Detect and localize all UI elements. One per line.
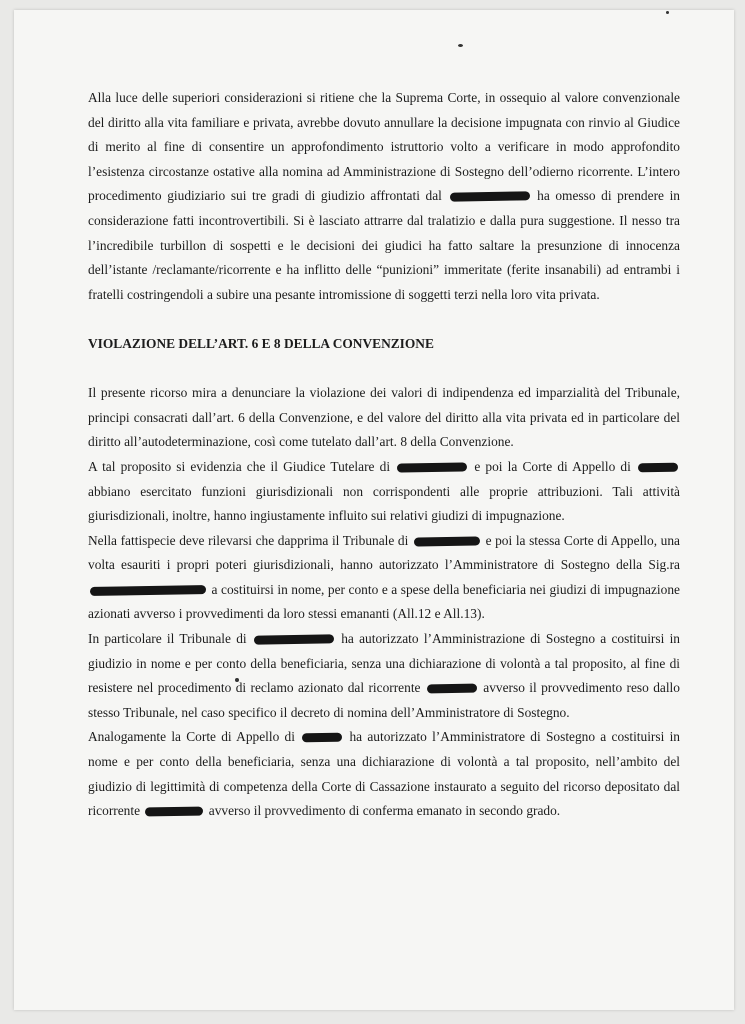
paragraph-text: ha autorizzato l’Amministratore di Sostegno a costituirsi in nome e per conto della beneficiaria, senza una dichiarazione di volontà a tal proposito, nell’ambito del giudizio di legittimità di competenza della Corte di Cassazione instaurato a seguito del ricorso depositato dal ricorrente [88, 729, 680, 819]
redaction-mark [427, 684, 477, 694]
redaction-mark [254, 634, 334, 644]
redaction-mark [449, 192, 529, 202]
paragraph-fattispecie [88, 529, 680, 627]
paragraph-text: ha autorizzato l’Amministrazione di Sostegno a costituirsi in giudizio in nome e per conto della beneficiaria, senza una dichiarazione di volontà a tal proposito, al fine di resistere nel procedimento di reclamo azionato dal ricorrente [88, 631, 680, 696]
paragraph-text: Analogamente la Corte di Appello di [88, 729, 295, 745]
paragraph-text: abbiano esercitato funzioni giurisdizionali non corrispondenti alle proprie attribuzioni. Tali attività giurisdizionali, inoltre, hanno ingiustamente influito sui relativi giudizi di impugnazione. [88, 483, 680, 524]
paragraph-text: a costituirsi in nome, per conto e a spese della beneficiaria nei giudizi di impugnazione azionati avverso i provvedimenti da loro stessi emananti (All.12 e All.13). [88, 581, 680, 622]
scan-speck [666, 11, 669, 14]
paragraph-proposito [88, 455, 680, 529]
paragraph-tribunale [88, 627, 680, 725]
redaction-mark [90, 585, 206, 596]
paragraph-text: avverso il provvedimento di conferma emanato in secondo grado. [208, 803, 561, 819]
paragraph-text: Alla luce delle superiori considerazioni si ritiene che la Suprema Corte, in ossequio al valore convenzionale del diritto alla vita familiare e privata, avrebbe dovuto annullare la decisione impugnata con rinvio al Giudice di merito al fine di consentire un approfondimento istruttorio volto a verificare in modo approfondito l’esistenza circostanze ostative alla nomina ad Amministrazione di Sostegno dell’odierno ricorrente. L’intero procedimento giudiziario sui tre gradi di giudizio affrontati dal [88, 90, 680, 204]
paragraph-text: A tal proposito si evidenzia che il Giudice Tutelare di [88, 458, 391, 474]
scan-speck [458, 44, 463, 47]
paragraph-text: e poi la stessa Corte di Appello, una volta esauriti i propri poteri giurisdizionali, hanno autorizzato l’Amministratore di Sostegno della Sig.ra [88, 532, 680, 573]
paragraph-text: In particolare il Tribunale di [88, 631, 247, 647]
redaction-mark [638, 463, 678, 473]
redaction-mark [414, 536, 480, 546]
paragraph-text: e poi la Corte di Appello di [474, 458, 631, 474]
paragraph-text: avverso il provvedimento reso dallo stesso Tribunale, nel caso specifico il decreto di nomina dell’Amministratore di Sostegno. [88, 680, 680, 720]
paragraph-intro: Il presente ricorso mira a denunciare la violazione dei valori di indipendenza ed imparzialità del Tribunale, principi consacrati dall’art. 6 della Convenzione, e del valore del diritto alla vita privata ed in particolare del diritto all’autodeterminazione, così come tutelato dall’art. 8 della Convenzione. [88, 385, 680, 450]
redaction-mark [145, 807, 203, 817]
paragraph-corte-appello [88, 725, 680, 823]
section-heading: VIOLAZIONE DELL’ART. 6 E 8 DELLA CONVENZIONE [88, 335, 434, 351]
paragraph-text: ha omesso di prendere in considerazione fatti incontrovertibili. Si è lasciato attrarre dal tralatizio e dalla pura suggestione. Il nesso tra l’incredibile turbillon di sospetti e le decisioni dei giudici ha fatto saltare la presunzione di innocenza dell’istante /reclamante/ricorrente e ha inflitto delle “punizioni” immeritate (ferite insanabili) ad entrambi i fratelli costringendoli a subire una pesante intromissione di soggetti terzi nella loro vita privata. [88, 188, 680, 302]
paragraph-text: Nella fattispecie deve rilevarsi che dapprima il Tribunale di [88, 532, 409, 548]
document-body [88, 86, 680, 824]
document-page [14, 10, 734, 1010]
redaction-mark [397, 462, 467, 472]
paragraph-conclusion [88, 86, 680, 307]
redaction-mark [302, 733, 342, 743]
